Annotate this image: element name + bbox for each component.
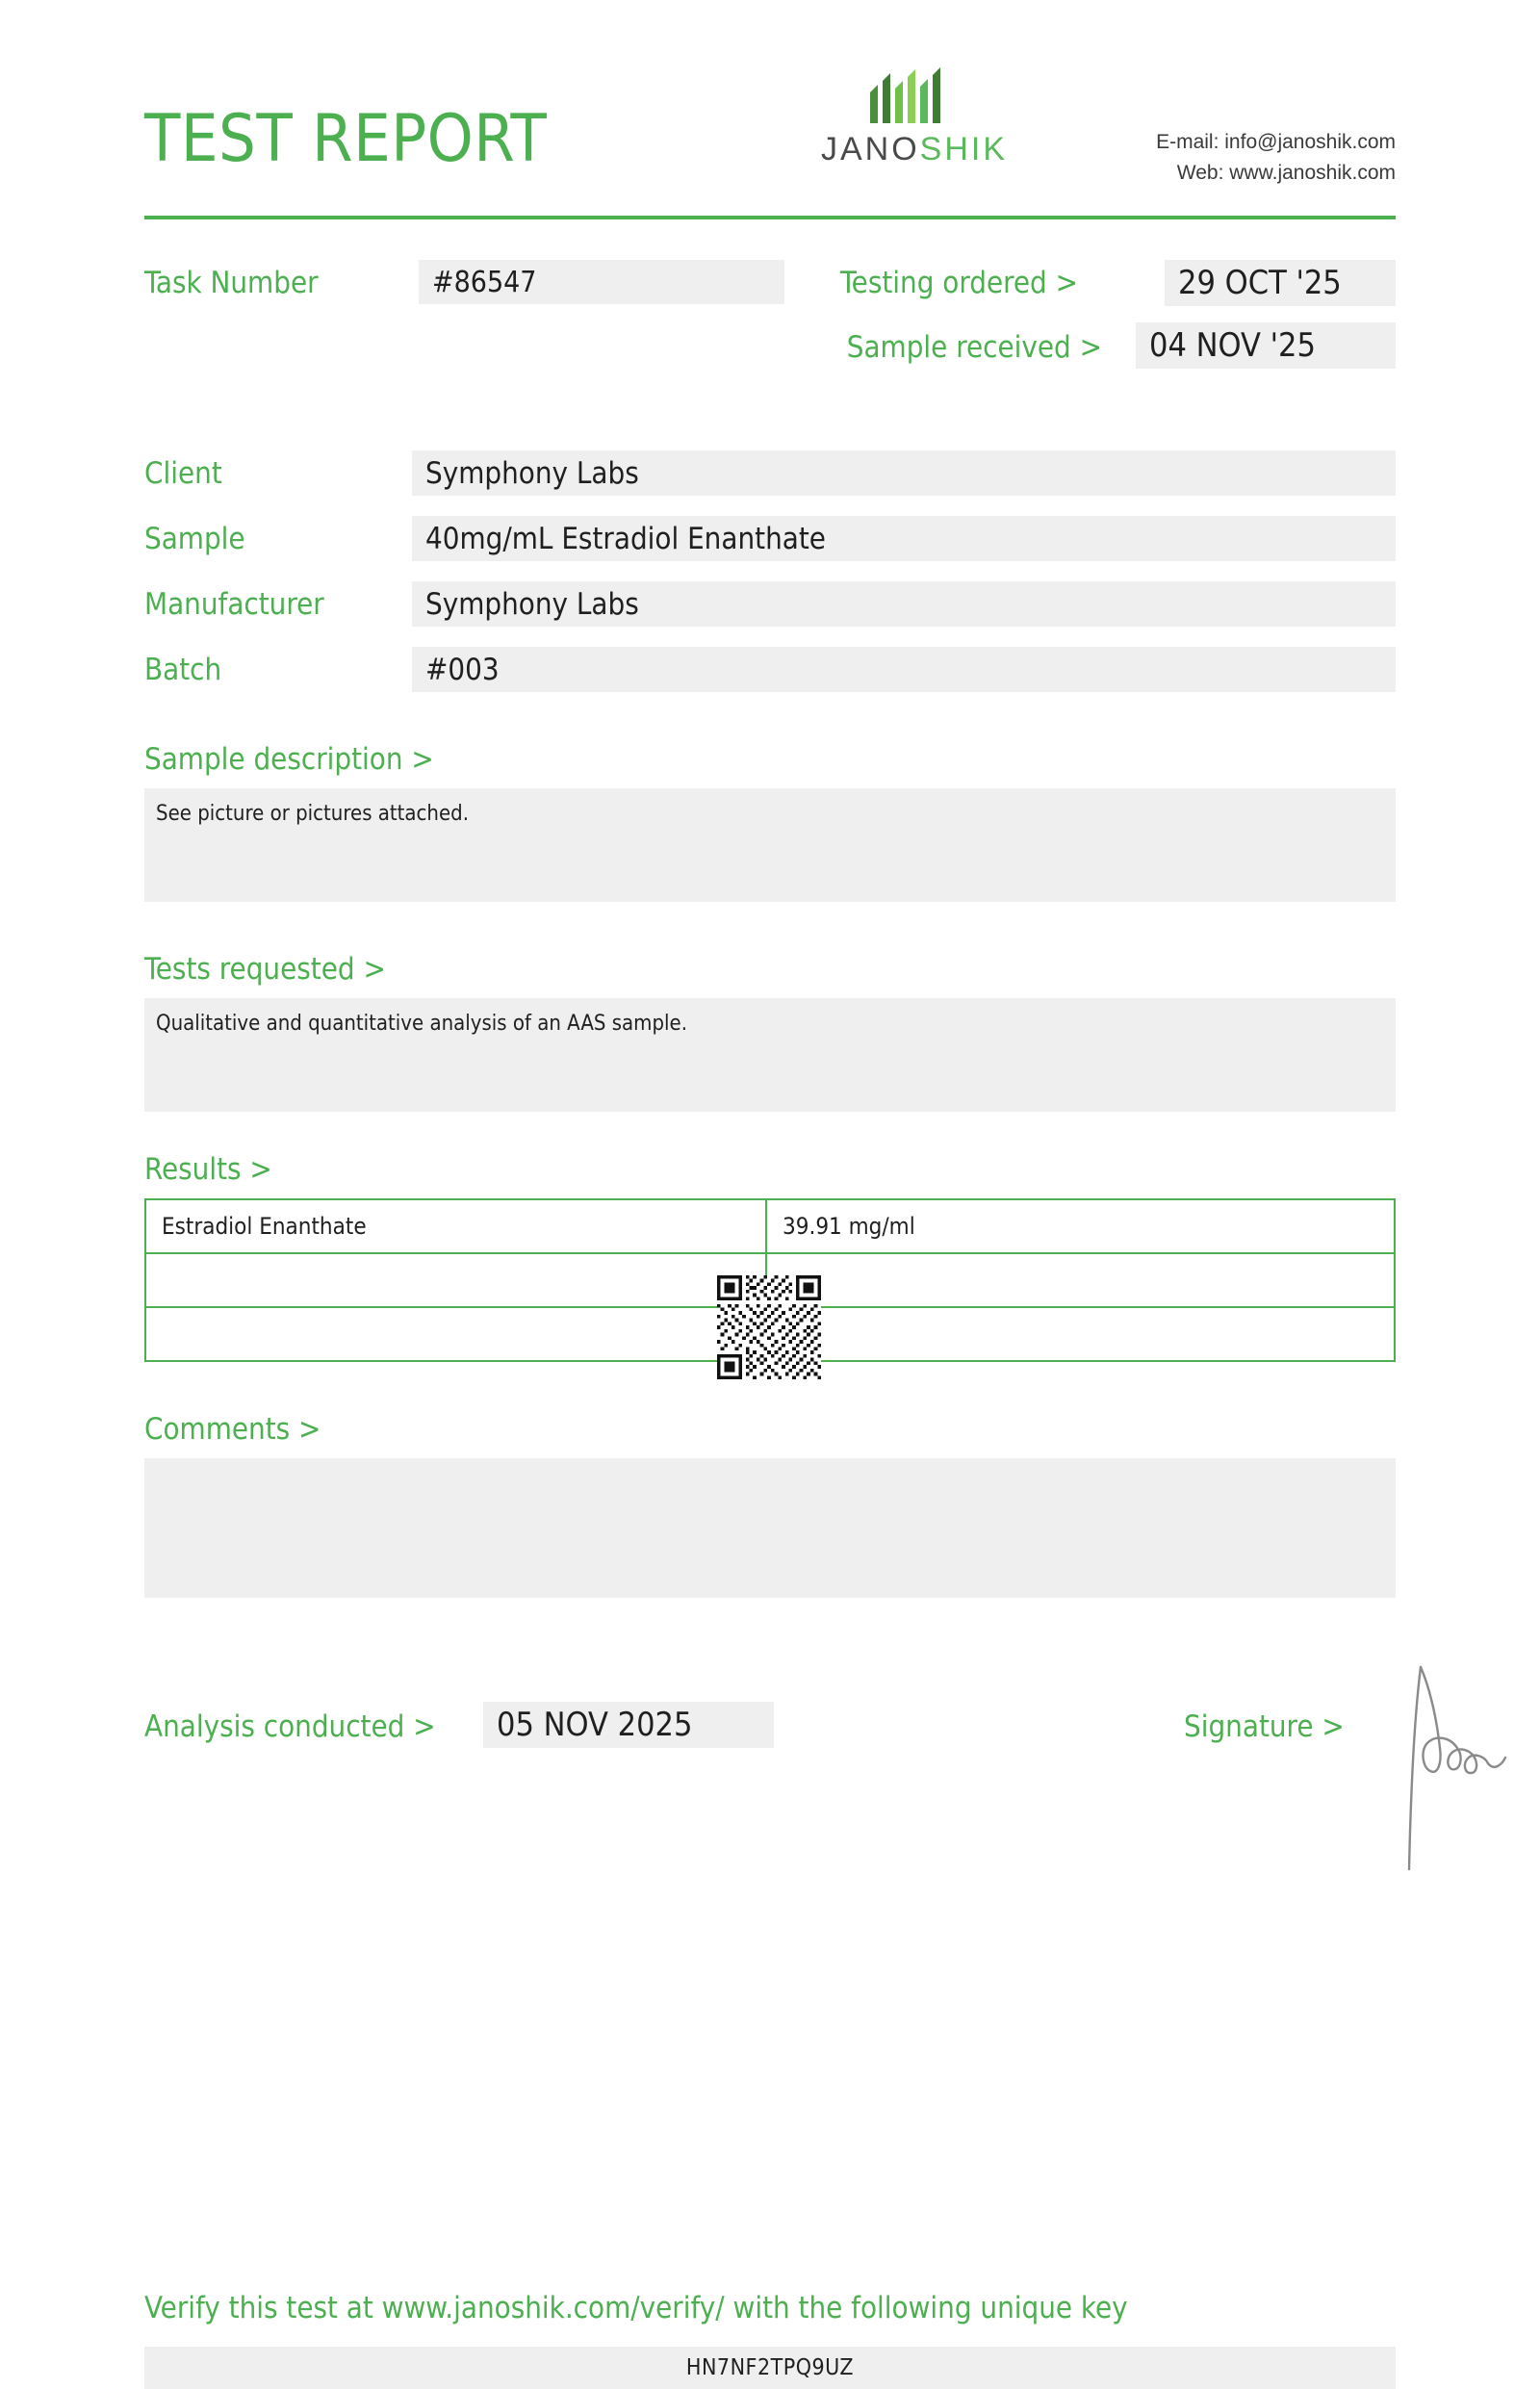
contact-web: Web: www.janoshik.com (1176, 161, 1396, 184)
testing-ordered-label: Testing ordered > (839, 266, 1078, 300)
info-row-sample (144, 516, 1396, 561)
contact-info (1156, 127, 1396, 188)
info-table (144, 450, 1396, 692)
result-value (766, 1307, 1395, 1361)
result-analyte (145, 1307, 766, 1361)
sample-received-label: Sample received > (846, 330, 1102, 365)
sample-label: Sample (144, 522, 245, 556)
task-number-label: Task Number (144, 266, 319, 300)
page-title: TEST REPORT (144, 101, 548, 177)
comments-heading: Comments > (144, 1412, 321, 1447)
footer-section (144, 1702, 1396, 1904)
results-heading: Results > (144, 1152, 272, 1187)
result-analyte (145, 1253, 766, 1307)
manufacturer-value: Symphony Labs (412, 581, 1396, 627)
info-row-client (144, 450, 1396, 496)
batch-label: Batch (144, 653, 222, 687)
batch-value: #003 (412, 647, 1396, 692)
signature-image (1386, 1656, 1540, 1882)
task-number-value: #86547 (419, 260, 784, 304)
sample-description-heading: Sample description > (144, 742, 434, 777)
analysis-conducted-value: 05 NOV 2025 (483, 1702, 774, 1748)
table-row (145, 1199, 1395, 1253)
sample-received-value: 04 NOV '25 (1136, 322, 1396, 369)
result-analyte: Estradiol Enanthate (145, 1199, 766, 1253)
tests-requested-heading: Tests requested > (144, 952, 386, 987)
manufacturer-label: Manufacturer (144, 587, 324, 622)
result-value: 39.91 mg/ml (766, 1199, 1395, 1253)
comments-text (144, 1458, 1396, 1598)
analysis-conducted-label: Analysis conducted > (144, 1709, 436, 1744)
unique-key-field: HN7NF2TPQ9UZ (144, 2347, 1396, 2389)
logo-wordmark (799, 131, 1030, 168)
report-header (144, 0, 1396, 212)
client-label: Client (144, 456, 222, 491)
header-divider (144, 216, 1396, 219)
contact-email: E-mail: info@janoshik.com (1156, 131, 1396, 153)
verify-text: Verify this test at www.janoshik.com/verify/ with the following unique key (144, 2291, 1128, 2325)
task-section (144, 260, 1396, 375)
info-row-batch (144, 647, 1396, 692)
sample-value: 40mg/mL Estradiol Enanthate (412, 516, 1396, 561)
testing-ordered-value: 29 OCT '25 (1165, 260, 1396, 306)
tests-requested-text: Qualitative and quantitative analysis of an AAS sample. (144, 998, 1396, 1112)
logo-word-dark: JANO (820, 131, 920, 167)
signature-label: Signature > (1184, 1709, 1345, 1744)
logo-mountain-icon (857, 67, 972, 127)
sample-description-text: See picture or pictures attached. (144, 788, 1396, 902)
result-value (766, 1253, 1395, 1307)
info-row-manufacturer (144, 581, 1396, 627)
qr-code-icon (717, 1275, 821, 1379)
janoshik-logo (799, 67, 1030, 168)
client-value: Symphony Labs (412, 450, 1396, 496)
logo-word-green: SHIK (919, 131, 1009, 167)
